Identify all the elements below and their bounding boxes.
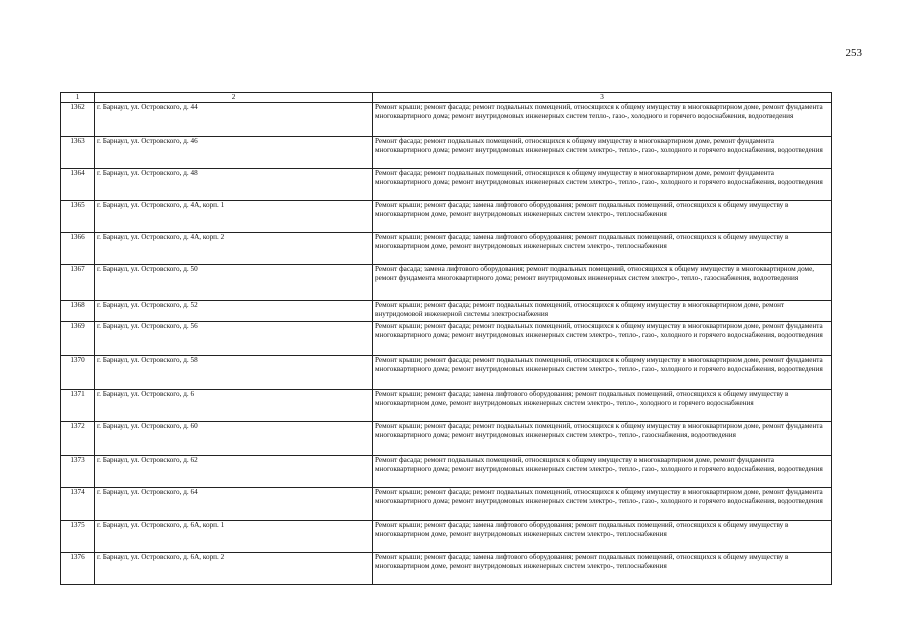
row-works: Ремонт крыши; ремонт фасада; ремонт подвальных помещений, относящихся к общему имуществу в многоквартирном доме, ремонт фундамента многоквартирного дома; ремонт внутридомовых инженерных систем электро-, тепло-, газоснабжения, водоотведения bbox=[373, 422, 832, 456]
row-works: Ремонт фасада; ремонт подвальных помещений, относящихся к общему имуществу в многоквартирном доме, ремонт фундамента многоквартирного дома; ремонт внутридомовых инженерных систем электро-, тепло-, газо-, холодного и горячего водоснабжения, водоотведения bbox=[373, 137, 832, 169]
table-header-row bbox=[61, 93, 832, 103]
row-number: 1367 bbox=[61, 265, 95, 301]
row-address: г. Барнаул, ул. Островского, д. 58 bbox=[95, 356, 373, 390]
table-row bbox=[61, 103, 832, 137]
page-number: 253 bbox=[845, 47, 862, 59]
table-row bbox=[61, 390, 832, 422]
row-number: 1374 bbox=[61, 488, 95, 521]
column-header-works: 3 bbox=[373, 93, 832, 103]
row-works: Ремонт крыши; ремонт фасада; ремонт подвальных помещений, относящихся к общему имуществу в многоквартирном доме, ремонт фундамента многоквартирного дома; ремонт внутридомовых инженерных систем электро-, тепло-, газо-, холодного и горячего водоснабжения, водоотведения bbox=[373, 488, 832, 521]
table-row bbox=[61, 488, 832, 521]
table-row bbox=[61, 301, 832, 322]
row-number: 1376 bbox=[61, 553, 95, 585]
table-row bbox=[61, 233, 832, 265]
row-number: 1364 bbox=[61, 169, 95, 201]
row-works: Ремонт крыши; ремонт фасада; замена лифтового оборудования; ремонт подвальных помещений, относящихся к общему имуществу в многоквартирном доме, ремонт внутридомовых инженерных систем электро-, тепло-, холодного и горячего водоснабжения bbox=[373, 390, 832, 422]
row-number: 1363 bbox=[61, 137, 95, 169]
row-address: г. Барнаул, ул. Островского, д. 6А, корп. 1 bbox=[95, 521, 373, 553]
table-row bbox=[61, 521, 832, 553]
row-number: 1369 bbox=[61, 322, 95, 356]
row-works: Ремонт крыши; ремонт фасада; замена лифтового оборудования; ремонт подвальных помещений, относящихся к общему имуществу в многоквартирном доме, ремонт внутридомовых инженерных систем электро-, теплоснабжения bbox=[373, 201, 832, 233]
row-works: Ремонт крыши; ремонт фасада; замена лифтового оборудования; ремонт подвальных помещений, относящихся к общему имуществу в многоквартирном доме, ремонт внутридомовых инженерных систем электро-, теплоснабжения bbox=[373, 553, 832, 585]
row-works: Ремонт крыши; ремонт фасада; замена лифтового оборудования; ремонт подвальных помещений, относящихся к общему имуществу в многоквартирном доме, ремонт внутридомовых инженерных систем электро-, теплоснабжения bbox=[373, 233, 832, 265]
row-address: г. Барнаул, ул. Островского, д. 6 bbox=[95, 390, 373, 422]
row-address: г. Барнаул, ул. Островского, д. 44 bbox=[95, 103, 373, 137]
row-number: 1371 bbox=[61, 390, 95, 422]
table-row bbox=[61, 201, 832, 233]
row-address: г. Барнаул, ул. Островского, д. 4А, корп. 2 bbox=[95, 233, 373, 265]
table-row bbox=[61, 169, 832, 201]
table-row bbox=[61, 356, 832, 390]
row-address: г. Барнаул, ул. Островского, д. 4А, корп. 1 bbox=[95, 201, 373, 233]
row-number: 1375 bbox=[61, 521, 95, 553]
row-number: 1370 bbox=[61, 356, 95, 390]
table-row bbox=[61, 422, 832, 456]
row-address: г. Барнаул, ул. Островского, д. 56 bbox=[95, 322, 373, 356]
table-row bbox=[61, 553, 832, 585]
row-works: Ремонт крыши; ремонт фасада; ремонт подвальных помещений, относящихся к общему имуществу в многоквартирном доме, ремонт внутридомовой инженерной системы электроснабжения bbox=[373, 301, 832, 322]
row-address: г. Барнаул, ул. Островского, д. 46 bbox=[95, 137, 373, 169]
table-row bbox=[61, 265, 832, 301]
table-row bbox=[61, 322, 832, 356]
row-works: Ремонт крыши; ремонт фасада; замена лифтового оборудования; ремонт подвальных помещений, относящихся к общему имуществу в многоквартирном доме, ремонт внутридомовых инженерных систем электро-, теплоснабжения bbox=[373, 521, 832, 553]
row-number: 1366 bbox=[61, 233, 95, 265]
row-number: 1362 bbox=[61, 103, 95, 137]
table-body bbox=[61, 103, 832, 585]
row-number: 1372 bbox=[61, 422, 95, 456]
row-works: Ремонт крыши; ремонт фасада; ремонт подвальных помещений, относящихся к общему имуществу в многоквартирном доме, ремонт фундамента многоквартирного дома; ремонт внутридомовых инженерных систем электро-, тепло-, газо-, холодного и горячего водоснабжения, водоотведения bbox=[373, 356, 832, 390]
row-works: Ремонт фасада; ремонт подвальных помещений, относящихся к общему имуществу в многоквартирном доме, ремонт фундамента многоквартирного дома; ремонт внутридомовых инженерных систем электро-, тепло-, газо-, холодного и горячего водоснабжения, водоотведения bbox=[373, 169, 832, 201]
column-header-number: 1 bbox=[61, 93, 95, 103]
column-header-address: 2 bbox=[95, 93, 373, 103]
row-works: Ремонт фасада; замена лифтового оборудования; ремонт подвальных помещений, относящихся к общему имуществу в многоквартирном доме, ремонт фундамента многоквартирного дома; ремонт внутридомовых инженерных систем электро-, тепло-, газоснабжения, водоотведения bbox=[373, 265, 832, 301]
row-number: 1368 bbox=[61, 301, 95, 322]
row-works: Ремонт фасада; ремонт подвальных помещений, относящихся к общему имуществу в многоквартирном доме, ремонт фундамента многоквартирного дома; ремонт внутридомовых инженерных систем электро-, тепло-, газо-, холодного и горячего водоснабжения, водоотведения bbox=[373, 456, 832, 488]
row-address: г. Барнаул, ул. Островского, д. 48 bbox=[95, 169, 373, 201]
row-number: 1365 bbox=[61, 201, 95, 233]
housing-repair-table bbox=[60, 92, 832, 585]
row-address: г. Барнаул, ул. Островского, д. 60 bbox=[95, 422, 373, 456]
row-address: г. Барнаул, ул. Островского, д. 64 bbox=[95, 488, 373, 521]
row-works: Ремонт крыши; ремонт фасада; ремонт подвальных помещений, относящихся к общему имуществу в многоквартирном доме, ремонт фундамента многоквартирного дома; ремонт внутридомовых инженерных систем тепло-, газо-, холодного и горячего водоснабжения, водоотведения bbox=[373, 103, 832, 137]
row-address: г. Барнаул, ул. Островского, д. 52 bbox=[95, 301, 373, 322]
table-row bbox=[61, 456, 832, 488]
row-address: г. Барнаул, ул. Островского, д. 6А, корп. 2 bbox=[95, 553, 373, 585]
row-works: Ремонт крыши; ремонт фасада; ремонт подвальных помещений, относящихся к общему имуществу в многоквартирном доме, ремонт фундамента многоквартирного дома; ремонт внутридомовых инженерных систем электро-, тепло-, газо-, холодного и горячего водоснабжения, водоотведения bbox=[373, 322, 832, 356]
table-row bbox=[61, 137, 832, 169]
row-address: г. Барнаул, ул. Островского, д. 50 bbox=[95, 265, 373, 301]
row-address: г. Барнаул, ул. Островского, д. 62 bbox=[95, 456, 373, 488]
row-number: 1373 bbox=[61, 456, 95, 488]
